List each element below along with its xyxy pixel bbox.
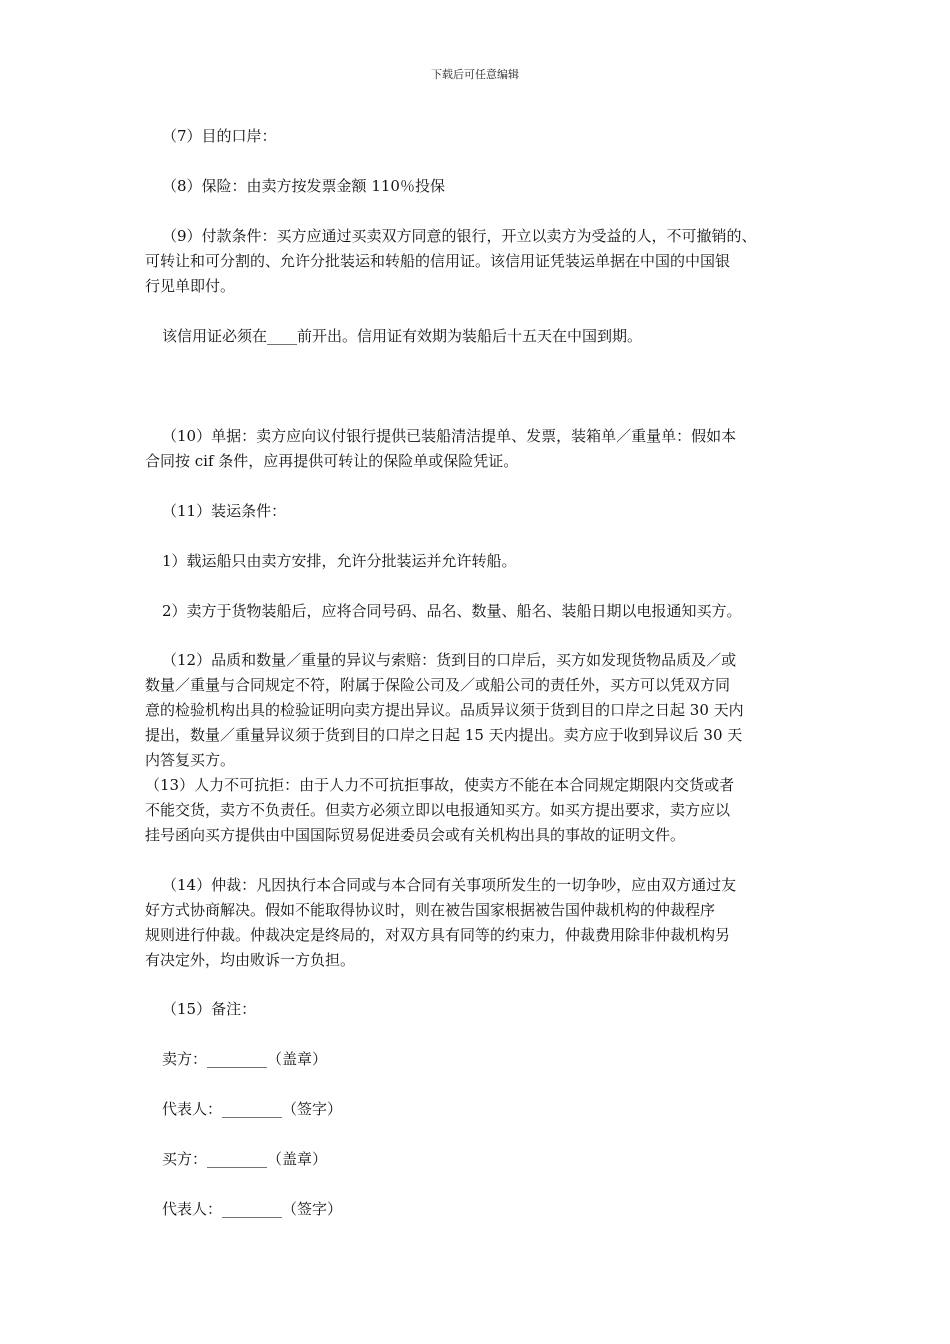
clause-15: （15）备注： (162, 1000, 257, 1018)
clause-12-line-3: 意的检验机构出具的检验证明向卖方提出异议。品质异议须于货到目的口岸之日起 30 天内 (145, 701, 744, 719)
seller-representative-line: 代表人：________（签字） (162, 1100, 343, 1118)
clause-9-line-2: 可转让和可分割的、允许分批装运和转船的信用证。该信用证凭装运单据在中国的中国银 (145, 252, 731, 270)
clause-14-line-1: （14）仲裁：凡因执行本合同或与本合同有关事项所发生的一切争吵，应由双方通过友 (162, 876, 737, 894)
page-header-note: 下载后可任意编辑 (431, 68, 519, 81)
seller-signature-line: 卖方：________（盖章） (162, 1050, 328, 1068)
clause-14-line-3: 规则进行仲裁。仲裁决定是终局的，对双方具有同等的约束力，仲裁费用除非仲裁机构另 (145, 926, 731, 944)
buyer-representative-line: 代表人：________（签字） (162, 1200, 343, 1218)
clause-13-line-2: 不能交货，卖方不负责任。但卖方必须立即以电报通知买方。如买方提出要求，卖方应以 (145, 801, 731, 819)
clause-13-line-3: 挂号函向买方提供由中国国际贸易促进委员会或有关机构出具的事故的证明文件。 (145, 826, 686, 844)
clause-10-line-1: （10）单据：卖方应向议付银行提供已装船清洁提单、发票，装箱单／重量单：假如本 (162, 427, 737, 445)
clause-12-line-2: 数量／重量与合同规定不符，附属于保险公司及／或船公司的责任外，买方可以凭双方同 (145, 676, 731, 694)
clause-14-line-4: 有决定外，均由败诉一方负担。 (145, 951, 356, 969)
clause-11-item-2: 2）卖方于货物装船后，应将合同号码、品名、数量、船名、装船日期以电报通知买方。 (162, 602, 742, 620)
clause-13-line-1: （13）人力不可抗拒：由于人力不可抗拒事故，使卖方不能在本合同规定期限内交货或者 (145, 776, 735, 794)
clause-8: （8）保险：由卖方按发票金额 110％投保 (162, 177, 445, 195)
clause-12-line-5: 内答复买方。 (145, 751, 236, 769)
clause-10-line-2: 合同按 cif 条件，应再提供可转让的保险单或保险凭证。 (145, 452, 519, 470)
clause-14-line-2: 好方式协商解决。假如不能取得协议时，则在被告国家根据被告国仲裁机构的仲裁程序 (145, 901, 716, 919)
clause-9-line-3: 行见单即付。 (145, 277, 236, 295)
clause-12-line-1: （12）品质和数量／重量的异议与索赔：货到目的口岸后，买方如发现货物品质及／或 (162, 651, 737, 669)
clause-7: （7）目的口岸： (162, 127, 277, 145)
clause-12-line-4: 提出，数量／重量异议须于货到目的口岸之日起 15 天内提出。卖方应于收到异议后 30 天 (145, 726, 743, 744)
clause-9-lc-deadline: 该信用证必须在____前开出。信用证有效期为装船后十五天在中国到期。 (162, 327, 643, 345)
clause-9-line-1: （9）付款条件：买方应通过买卖双方同意的银行，开立以卖方为受益的人，不可撤销的、 (162, 227, 757, 245)
clause-11-item-1: 1）载运船只由卖方安排，允许分批装运并允许转船。 (162, 552, 517, 570)
clause-11: （11）装运条件： (162, 502, 287, 520)
buyer-signature-line: 买方：________（盖章） (162, 1150, 328, 1168)
